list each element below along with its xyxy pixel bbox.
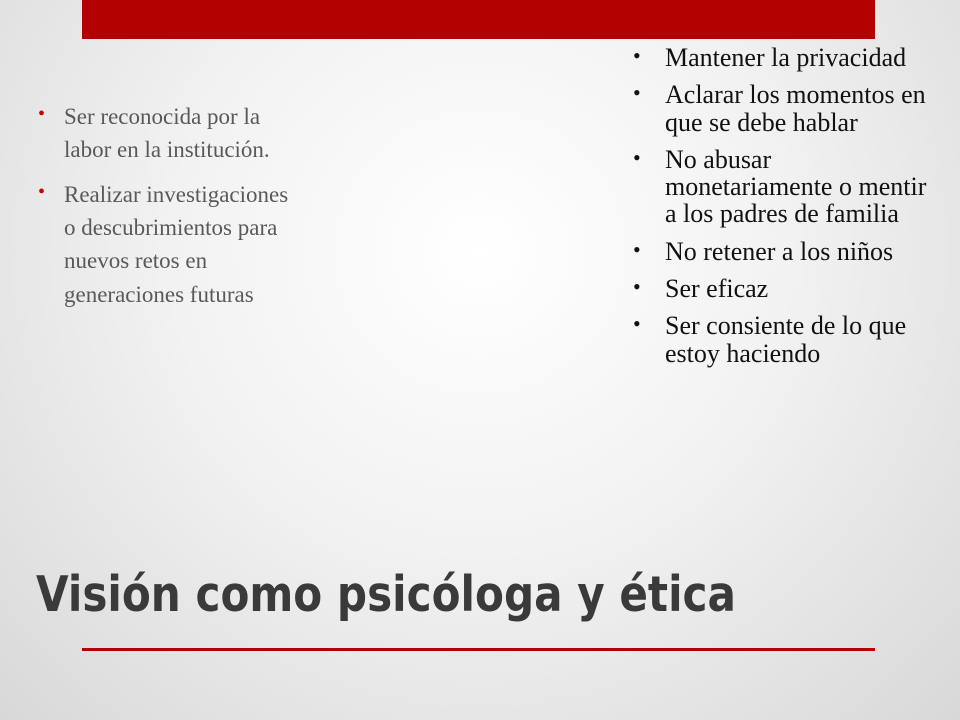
slide-title: Visión como psicóloga y ética (36, 566, 736, 623)
bullet-text: Aclarar los momentos en que se debe hablar (665, 80, 926, 137)
list-item (633, 275, 933, 302)
bullet-icon: • (633, 311, 641, 337)
list-item (633, 238, 933, 265)
bullet-text: Mantener la privacidad (665, 43, 907, 72)
left-bullet-list (38, 100, 298, 323)
title-underline-rule (82, 648, 875, 651)
list-item (633, 81, 933, 136)
bullet-icon: • (633, 43, 641, 68)
bullet-icon: • (633, 144, 641, 170)
list-item (633, 312, 933, 367)
list-item (633, 44, 933, 71)
bullet-text: No abusar monetariamente o mentir a los padres de familia (665, 144, 927, 229)
bullet-text: Ser reconocida por la labor en la institución. (64, 104, 270, 163)
list-item (633, 146, 933, 228)
bullet-text: Ser eficaz (665, 274, 769, 304)
bullet-text: No retener a los niños (665, 236, 894, 266)
bullet-text: Realizar investigaciones o descubrimientos para nuevos retos en generaciones futuras (64, 182, 289, 307)
top-accent-bar (82, 0, 875, 39)
bullet-icon: • (38, 181, 46, 204)
bullet-icon: • (633, 80, 641, 106)
bullet-icon: • (633, 274, 641, 300)
bullet-text: Ser consiente de lo que estoy haciendo (665, 311, 907, 368)
list-item (38, 178, 298, 310)
bullet-icon: • (38, 103, 46, 125)
bullet-icon: • (633, 236, 641, 262)
list-item (38, 100, 298, 166)
right-bullet-list (633, 44, 933, 377)
